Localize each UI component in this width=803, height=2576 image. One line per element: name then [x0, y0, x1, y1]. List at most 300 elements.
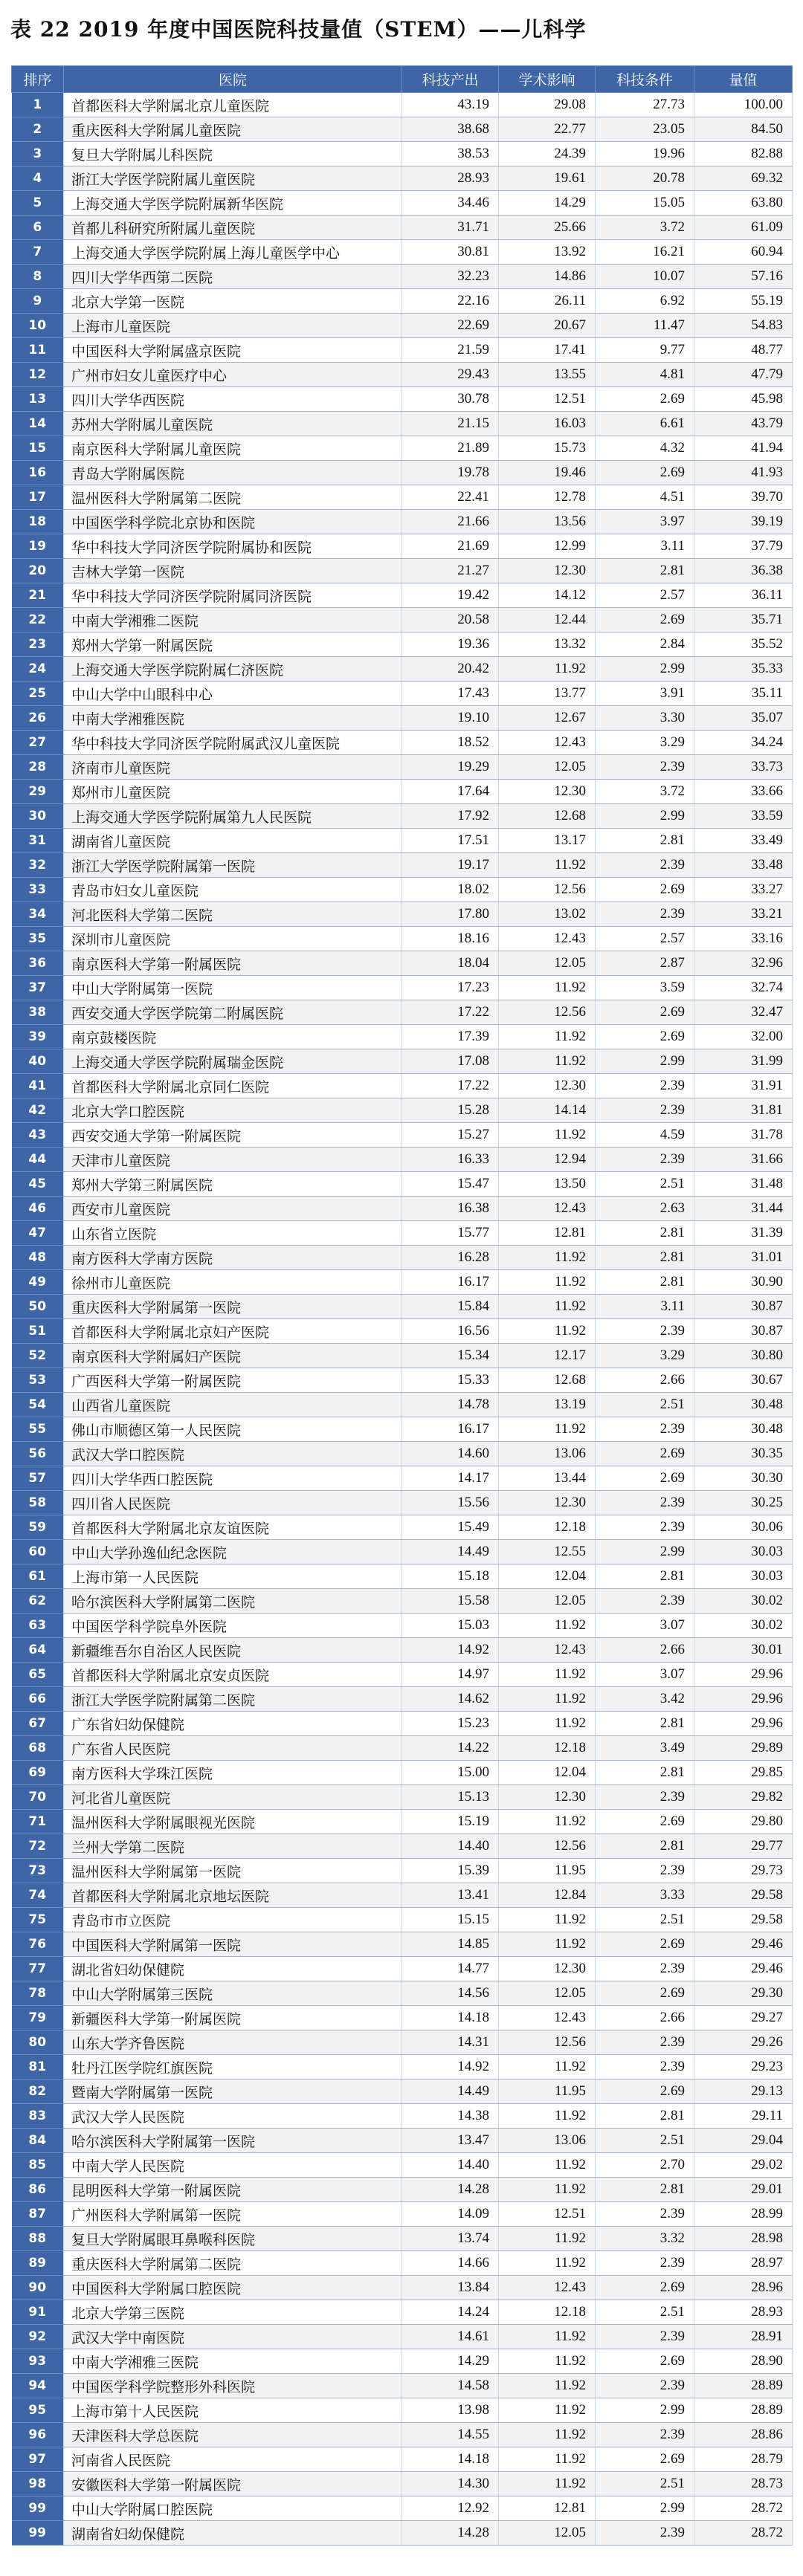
impact-value: 11.92	[499, 2374, 596, 2398]
rank-cell: 72	[12, 1834, 64, 1859]
table-row	[12, 265, 793, 289]
hospital-name: 中国医科大学附属第一医院	[64, 1932, 402, 1957]
hospital-name: 哈尔滨医科大学附属第一医院	[64, 2129, 402, 2153]
rank-cell: 76	[12, 1932, 64, 1957]
rank-cell: 49	[12, 1270, 64, 1295]
rank-cell: 46	[12, 1197, 64, 1221]
output-value: 14.61	[402, 2325, 499, 2349]
output-value: 14.58	[402, 2374, 499, 2398]
hospital-name: 上海交通大学医学院附属瑞金医院	[64, 1049, 402, 1074]
hospital-name: 四川省人民医院	[64, 1491, 402, 1515]
score-value: 29.01	[694, 2178, 793, 2202]
output-value: 13.98	[402, 2398, 499, 2423]
score-value: 100.00	[694, 93, 793, 117]
score-value: 33.66	[694, 780, 793, 804]
impact-value: 26.11	[499, 289, 596, 314]
hospital-name: 中国医科大学附属口腔医院	[64, 2276, 402, 2300]
rank-cell: 47	[12, 1221, 64, 1246]
output-value: 43.19	[402, 93, 499, 117]
impact-value: 12.18	[499, 1515, 596, 1540]
output-value: 21.15	[402, 412, 499, 436]
score-value: 60.94	[694, 240, 793, 265]
output-value: 21.89	[402, 436, 499, 461]
hospital-name: 新疆医科大学第一附属医院	[64, 2006, 402, 2030]
rank-cell: 12	[12, 363, 64, 387]
score-value: 29.89	[694, 1736, 793, 1761]
table-row	[12, 363, 793, 387]
impact-value: 11.92	[499, 1417, 596, 1442]
impact-value: 12.18	[499, 1736, 596, 1761]
score-value: 29.96	[694, 1712, 793, 1736]
impact-value: 11.92	[499, 1614, 596, 1638]
condition-value: 19.96	[596, 142, 694, 166]
table-row	[12, 2325, 793, 2349]
rank-cell: 56	[12, 1442, 64, 1466]
table-row	[12, 1859, 793, 1883]
impact-value: 13.19	[499, 1393, 596, 1417]
score-value: 30.87	[694, 1319, 793, 1344]
output-value: 15.19	[402, 1810, 499, 1834]
score-value: 30.02	[694, 1589, 793, 1614]
score-value: 30.80	[694, 1344, 793, 1368]
condition-value: 2.69	[596, 1932, 694, 1957]
rank-cell: 57	[12, 1466, 64, 1491]
rank-cell: 19	[12, 534, 64, 559]
condition-value: 3.29	[596, 731, 694, 755]
table-row	[12, 632, 793, 657]
hospital-name: 重庆医科大学附属第一医院	[64, 1295, 402, 1319]
condition-value: 2.69	[596, 461, 694, 485]
score-value: 28.72	[694, 2521, 793, 2546]
condition-value: 2.69	[596, 608, 694, 632]
impact-value: 11.92	[499, 2325, 596, 2349]
impact-value: 12.51	[499, 387, 596, 412]
table-row	[12, 1246, 793, 1270]
output-value: 28.93	[402, 166, 499, 191]
score-value: 29.26	[694, 2030, 793, 2055]
hospital-name: 哈尔滨医科大学附属第二医院	[64, 1589, 402, 1614]
table-row	[12, 1197, 793, 1221]
score-value: 28.89	[694, 2374, 793, 2398]
impact-value: 12.05	[499, 1981, 596, 2006]
impact-value: 12.17	[499, 1344, 596, 1368]
score-value: 41.93	[694, 461, 793, 485]
condition-value: 2.81	[596, 1834, 694, 1859]
output-value: 15.47	[402, 1172, 499, 1197]
hospital-name: 武汉大学人民医院	[64, 2104, 402, 2129]
table-row	[12, 1932, 793, 1957]
condition-value: 2.57	[596, 927, 694, 951]
header-impact: 学术影响	[499, 66, 596, 93]
impact-value: 12.43	[499, 2276, 596, 2300]
condition-value: 2.57	[596, 583, 694, 608]
condition-value: 2.63	[596, 1197, 694, 1221]
score-value: 32.47	[694, 1000, 793, 1025]
rank-cell: 88	[12, 2227, 64, 2251]
rank-cell: 45	[12, 1172, 64, 1197]
table-row	[12, 2080, 793, 2104]
header-hospital: 医院	[64, 66, 402, 93]
rank-cell: 1	[12, 93, 64, 117]
rank-cell: 36	[12, 951, 64, 976]
impact-value: 12.30	[499, 780, 596, 804]
output-value: 38.53	[402, 142, 499, 166]
impact-value: 13.55	[499, 363, 596, 387]
impact-value: 12.05	[499, 951, 596, 976]
hospital-name: 吉林大学第一医院	[64, 559, 402, 583]
impact-value: 12.30	[499, 1957, 596, 1981]
impact-value: 12.67	[499, 706, 596, 731]
output-value: 13.74	[402, 2227, 499, 2251]
rank-cell: 2	[12, 117, 64, 142]
rank-cell: 65	[12, 1663, 64, 1687]
rank-cell: 18	[12, 510, 64, 534]
hospital-name: 中南大学湘雅二医院	[64, 608, 402, 632]
impact-value: 12.78	[499, 485, 596, 510]
condition-value: 2.99	[596, 1540, 694, 1564]
table-row	[12, 461, 793, 485]
output-value: 29.43	[402, 363, 499, 387]
condition-value: 3.11	[596, 534, 694, 559]
condition-value: 6.92	[596, 289, 694, 314]
impact-value: 14.29	[499, 191, 596, 216]
impact-value: 14.12	[499, 583, 596, 608]
rank-cell: 13	[12, 387, 64, 412]
condition-value: 2.69	[596, 2276, 694, 2300]
score-value: 31.99	[694, 1049, 793, 1074]
impact-value: 20.67	[499, 314, 596, 338]
score-value: 69.32	[694, 166, 793, 191]
hospital-name: 中国医学科学院阜外医院	[64, 1614, 402, 1638]
hospital-name: 上海交通大学医学院附属第九人民医院	[64, 804, 402, 829]
table-row	[12, 1074, 793, 1098]
table-row	[12, 1883, 793, 1908]
output-value: 15.34	[402, 1344, 499, 1368]
hospital-name: 天津医科大学总医院	[64, 2423, 402, 2447]
impact-value: 12.94	[499, 1148, 596, 1172]
impact-value: 13.17	[499, 829, 596, 853]
condition-value: 2.69	[596, 2349, 694, 2374]
impact-value: 12.18	[499, 2300, 596, 2325]
rank-cell: 31	[12, 829, 64, 853]
condition-value: 2.81	[596, 2178, 694, 2202]
score-value: 32.00	[694, 1025, 793, 1049]
hospital-name: 华中科技大学同济医学院附属协和医院	[64, 534, 402, 559]
output-value: 30.81	[402, 240, 499, 265]
rank-cell: 11	[12, 338, 64, 363]
condition-value: 2.69	[596, 2080, 694, 2104]
score-value: 32.74	[694, 976, 793, 1000]
impact-value: 11.92	[499, 1932, 596, 1957]
condition-value: 2.81	[596, 1761, 694, 1785]
condition-value: 20.78	[596, 166, 694, 191]
output-value: 13.41	[402, 1883, 499, 1908]
output-value: 16.33	[402, 1148, 499, 1172]
impact-value: 16.03	[499, 412, 596, 436]
output-value: 14.28	[402, 2178, 499, 2202]
rank-cell: 80	[12, 2030, 64, 2055]
condition-value: 2.39	[596, 1098, 694, 1123]
output-value: 14.97	[402, 1663, 499, 1687]
rank-cell: 28	[12, 755, 64, 780]
impact-value: 11.92	[499, 1123, 596, 1148]
hospital-name: 广州市妇女儿童医疗中心	[64, 363, 402, 387]
header-output: 科技产出	[402, 66, 499, 93]
rank-cell: 42	[12, 1098, 64, 1123]
table-row	[12, 976, 793, 1000]
table-row	[12, 2300, 793, 2325]
condition-value: 2.99	[596, 804, 694, 829]
score-value: 37.79	[694, 534, 793, 559]
rank-cell: 4	[12, 166, 64, 191]
condition-value: 2.99	[596, 1049, 694, 1074]
condition-value: 2.81	[596, 1221, 694, 1246]
condition-value: 2.81	[596, 2104, 694, 2129]
table-row	[12, 510, 793, 534]
rank-cell: 22	[12, 608, 64, 632]
condition-value: 2.39	[596, 2030, 694, 2055]
score-value: 29.58	[694, 1908, 793, 1932]
condition-value: 2.69	[596, 1810, 694, 1834]
output-value: 14.29	[402, 2349, 499, 2374]
score-value: 36.38	[694, 559, 793, 583]
output-value: 16.38	[402, 1197, 499, 1221]
output-value: 14.78	[402, 1393, 499, 1417]
output-value: 18.52	[402, 731, 499, 755]
rank-cell: 38	[12, 1000, 64, 1025]
output-value: 14.92	[402, 2055, 499, 2080]
impact-value: 12.30	[499, 1074, 596, 1098]
table-row	[12, 436, 793, 461]
output-value: 14.40	[402, 1834, 499, 1859]
condition-value: 2.39	[596, 1515, 694, 1540]
output-value: 15.23	[402, 1712, 499, 1736]
output-value: 15.49	[402, 1515, 499, 1540]
output-value: 14.49	[402, 2080, 499, 2104]
output-value: 18.04	[402, 951, 499, 976]
condition-value: 2.39	[596, 2055, 694, 2080]
rank-cell: 50	[12, 1295, 64, 1319]
output-value: 15.84	[402, 1295, 499, 1319]
impact-value: 11.92	[499, 2251, 596, 2276]
score-value: 29.23	[694, 2055, 793, 2080]
hospital-name: 山东省立医院	[64, 1221, 402, 1246]
output-value: 15.03	[402, 1614, 499, 1638]
table-row	[12, 559, 793, 583]
hospital-name: 青岛大学附属医院	[64, 461, 402, 485]
rank-cell: 71	[12, 1810, 64, 1834]
condition-value: 2.51	[596, 1393, 694, 1417]
hospital-name: 郑州市儿童医院	[64, 780, 402, 804]
impact-value: 11.92	[499, 2472, 596, 2496]
score-value: 29.04	[694, 2129, 793, 2153]
output-value: 18.16	[402, 927, 499, 951]
impact-value: 12.68	[499, 804, 596, 829]
condition-value: 2.87	[596, 951, 694, 976]
hospital-name: 湖南省妇幼保健院	[64, 2521, 402, 2546]
rank-cell: 89	[12, 2251, 64, 2276]
rank-cell: 54	[12, 1393, 64, 1417]
table-row	[12, 1442, 793, 1466]
hospital-name: 青岛市市立医院	[64, 1908, 402, 1932]
score-value: 57.16	[694, 265, 793, 289]
hospital-name: 暨南大学附属第一医院	[64, 2080, 402, 2104]
output-value: 17.64	[402, 780, 499, 804]
hospital-name: 温州医科大学附属第二医院	[64, 485, 402, 510]
hospital-name: 深圳市儿童医院	[64, 927, 402, 951]
condition-value: 16.21	[596, 240, 694, 265]
table-row	[12, 2202, 793, 2227]
condition-value: 2.39	[596, 2521, 694, 2546]
table-row	[12, 1614, 793, 1638]
rank-cell: 68	[12, 1736, 64, 1761]
score-value: 35.07	[694, 706, 793, 731]
hospital-name: 西安市儿童医院	[64, 1197, 402, 1221]
score-value: 29.96	[694, 1663, 793, 1687]
hospital-name: 上海交通大学医学院附属上海儿童医学中心	[64, 240, 402, 265]
rank-cell: 96	[12, 2423, 64, 2447]
score-value: 29.58	[694, 1883, 793, 1908]
table-row	[12, 2398, 793, 2423]
rank-cell: 82	[12, 2080, 64, 2104]
impact-value: 17.41	[499, 338, 596, 363]
score-value: 63.80	[694, 191, 793, 216]
hospital-name: 广东省妇幼保健院	[64, 1712, 402, 1736]
hospital-name: 郑州大学第三附属医院	[64, 1172, 402, 1197]
impact-value: 11.92	[499, 853, 596, 878]
rank-cell: 33	[12, 878, 64, 902]
impact-value: 12.30	[499, 1785, 596, 1810]
impact-value: 12.04	[499, 1564, 596, 1589]
rank-cell: 84	[12, 2129, 64, 2153]
condition-value: 2.39	[596, 2423, 694, 2447]
output-value: 18.02	[402, 878, 499, 902]
table-row	[12, 1148, 793, 1172]
table-row	[12, 1025, 793, 1049]
condition-value: 15.05	[596, 191, 694, 216]
condition-value: 2.39	[596, 2251, 694, 2276]
impact-value: 11.92	[499, 2423, 596, 2447]
table-row	[12, 1589, 793, 1614]
score-value: 47.79	[694, 363, 793, 387]
output-value: 14.38	[402, 2104, 499, 2129]
table-row	[12, 1810, 793, 1834]
score-value: 31.78	[694, 1123, 793, 1148]
condition-value: 2.39	[596, 1957, 694, 1981]
rank-cell: 74	[12, 1883, 64, 1908]
hospital-name: 复旦大学附属眼耳鼻喉科医院	[64, 2227, 402, 2251]
score-value: 33.21	[694, 902, 793, 927]
condition-value: 2.51	[596, 2129, 694, 2153]
hospital-name: 徐州市儿童医院	[64, 1270, 402, 1295]
table-row	[12, 755, 793, 780]
hospital-name: 河北医科大学第二医院	[64, 902, 402, 927]
hospital-name: 中南大学人民医院	[64, 2153, 402, 2178]
condition-value: 3.33	[596, 1883, 694, 1908]
impact-value: 11.92	[499, 2055, 596, 2080]
rank-cell: 53	[12, 1368, 64, 1393]
rank-cell: 69	[12, 1761, 64, 1785]
table-row	[12, 1123, 793, 1148]
table-row	[12, 1417, 793, 1442]
hospital-name: 上海交通大学医学院附属仁济医院	[64, 657, 402, 682]
score-value: 30.67	[694, 1368, 793, 1393]
output-value: 17.39	[402, 1025, 499, 1049]
table-row	[12, 2006, 793, 2030]
score-value: 29.13	[694, 2080, 793, 2104]
impact-value: 13.92	[499, 240, 596, 265]
output-value: 34.46	[402, 191, 499, 216]
condition-value: 3.11	[596, 1295, 694, 1319]
condition-value: 4.51	[596, 485, 694, 510]
condition-value: 2.81	[596, 1246, 694, 1270]
impact-value: 14.86	[499, 265, 596, 289]
rank-cell: 37	[12, 976, 64, 1000]
impact-value: 12.43	[499, 731, 596, 755]
rank-cell: 34	[12, 902, 64, 927]
hospital-name: 昆明医科大学第一附属医院	[64, 2178, 402, 2202]
score-value: 28.72	[694, 2496, 793, 2521]
hospital-name: 青岛市妇女儿童医院	[64, 878, 402, 902]
condition-value: 3.97	[596, 510, 694, 534]
output-value: 14.77	[402, 1957, 499, 1981]
condition-value: 2.99	[596, 2496, 694, 2521]
score-value: 82.88	[694, 142, 793, 166]
score-value: 31.66	[694, 1148, 793, 1172]
table-row	[12, 2349, 793, 2374]
rank-cell: 85	[12, 2153, 64, 2178]
rank-cell: 91	[12, 2300, 64, 2325]
table-row	[12, 2472, 793, 2496]
table-row	[12, 2055, 793, 2080]
rank-cell: 30	[12, 804, 64, 829]
output-value: 14.17	[402, 1466, 499, 1491]
output-value: 14.22	[402, 1736, 499, 1761]
score-value: 29.96	[694, 1687, 793, 1712]
hospital-name: 河南省人民医院	[64, 2447, 402, 2472]
impact-value: 11.92	[499, 1049, 596, 1074]
hospital-name: 首都医科大学附属北京安贞医院	[64, 1663, 402, 1687]
score-value: 31.81	[694, 1098, 793, 1123]
rank-cell: 87	[12, 2202, 64, 2227]
table-row	[12, 166, 793, 191]
table-row	[12, 1049, 793, 1074]
score-value: 28.96	[694, 2276, 793, 2300]
hospital-name: 中山大学附属第三医院	[64, 1981, 402, 2006]
condition-value: 2.39	[596, 1785, 694, 1810]
table-body	[12, 93, 793, 2546]
rank-cell: 73	[12, 1859, 64, 1883]
hospital-name: 北京大学第三医院	[64, 2300, 402, 2325]
hospital-name: 上海交通大学医学院附属新华医院	[64, 191, 402, 216]
output-value: 15.39	[402, 1859, 499, 1883]
output-value: 14.18	[402, 2447, 499, 2472]
output-value: 17.80	[402, 902, 499, 927]
impact-value: 11.92	[499, 2178, 596, 2202]
output-value: 20.58	[402, 608, 499, 632]
condition-value: 2.99	[596, 657, 694, 682]
score-value: 33.59	[694, 804, 793, 829]
output-value: 14.40	[402, 2153, 499, 2178]
rank-cell: 94	[12, 2374, 64, 2398]
table-row	[12, 2178, 793, 2202]
impact-value: 13.50	[499, 1172, 596, 1197]
condition-value: 2.51	[596, 2472, 694, 2496]
rank-cell: 95	[12, 2398, 64, 2423]
output-value: 14.28	[402, 2521, 499, 2546]
condition-value: 3.07	[596, 1663, 694, 1687]
table-row	[12, 583, 793, 608]
